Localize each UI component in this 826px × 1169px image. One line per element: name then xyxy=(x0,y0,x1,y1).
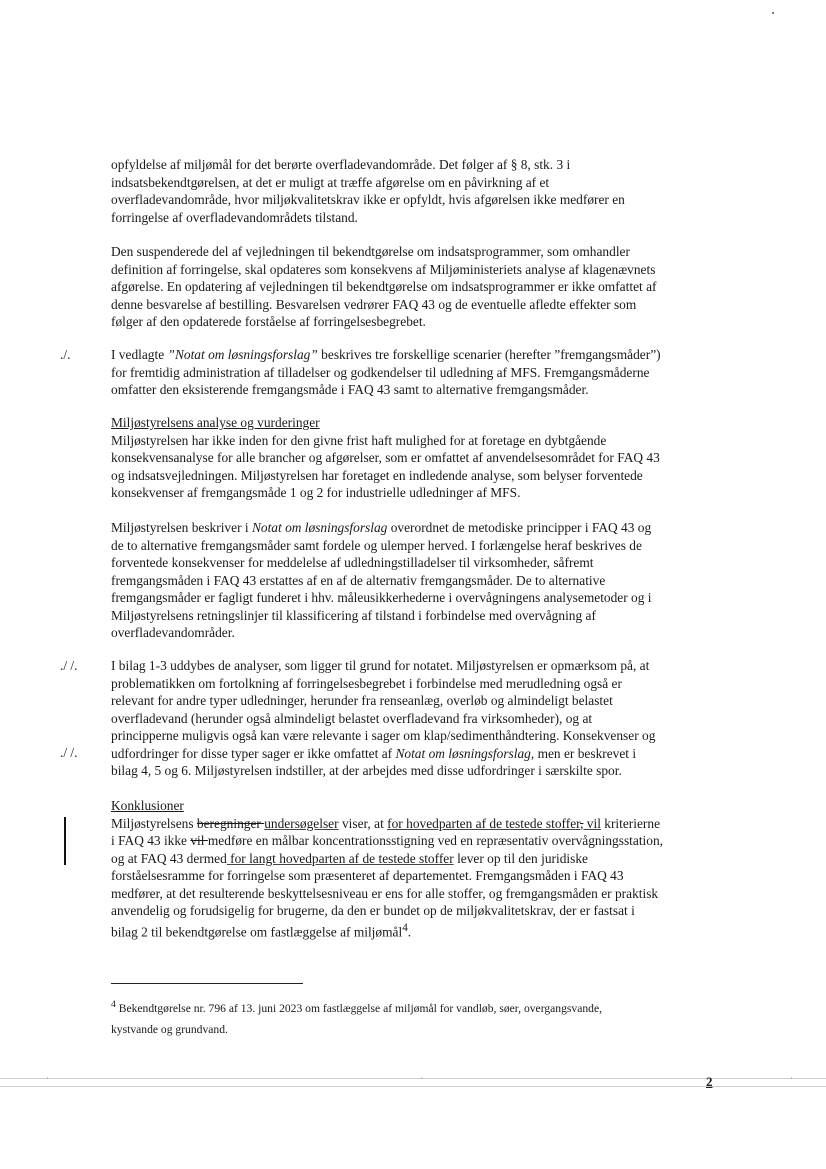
footnote-number: 4 xyxy=(111,999,116,1010)
footer-tick: · xyxy=(790,1073,793,1083)
footnote xyxy=(111,994,711,1040)
text-line: Den suspenderede del af vejledningen til bekendtgørelse om indsatsprogrammer, som omhandler xyxy=(111,244,630,259)
text-segment: , men er beskrevet i xyxy=(530,745,637,761)
text-line: de to alternative fremgangsmåder samt fordele og ulemper herved. I forlængelse heraf beskrives de xyxy=(111,537,642,553)
text-line: forståelsesramme for forringelse som præsenteret af departementet. Fremgangsmåden i FAQ 43 xyxy=(111,868,624,883)
text-line xyxy=(111,920,711,941)
margin-mark-enclosure: ./. xyxy=(60,347,71,362)
text-segment: overordnet de metodiske principper i FAQ 43 og xyxy=(387,520,652,535)
text-line: relevant for andre typer udledninger, herunder fra renseanlæg, overløb og almindeligt belastet xyxy=(111,693,613,708)
paragraph-notat xyxy=(111,346,711,399)
text-line: afgørelse. En opdatering af vejledningen til bekendtgørelse om indsatsprogrammer er ikke omfattet af xyxy=(111,279,657,294)
margin-mark-bilag-2: ./ /. xyxy=(60,745,78,760)
text-segment: Miljøstyrelsens xyxy=(111,815,197,831)
footer-rule xyxy=(0,1078,826,1079)
text-segment: medføre en målbar koncentrationsstigning ved en repræsentativ overvågningsstation, xyxy=(207,833,664,848)
text-segment: udfordringer for disse typer sager er ikke omfattet af xyxy=(111,745,396,761)
text-segment: bilag 2 til bekendtgørelse om fastlæggelse af miljømål xyxy=(111,923,403,939)
text-line: fremgangsmåder er fagligt funderet i hhv. måleusikkerhederne i overvågningens analysemetoder og i xyxy=(111,590,652,605)
footnote-line: kystvande og grundvand. xyxy=(111,1022,228,1036)
footer-tick: · xyxy=(420,1073,423,1083)
text-line: overfladevandområder. xyxy=(111,625,235,640)
text-line: fremgangsmåden i FAQ 43 erstattes af en af de alternativ fremgangsmåder. De to alternative xyxy=(111,572,606,588)
text-segment: I vedlagte xyxy=(111,347,168,362)
text-line xyxy=(111,815,711,833)
section-heading: Konklusioner xyxy=(111,798,184,813)
revision-change-bar xyxy=(64,817,66,865)
text-line: Miljøstyrelsens retningslinjer til klassificering af tilstand i forbindelse med overvågning af xyxy=(111,607,596,623)
text-line: opfyldelse af miljømål for det berørte overfladevandområde. Det følger af § 8, stk. 3 i xyxy=(111,157,571,172)
section-konklusioner xyxy=(111,797,711,940)
text-line: Miljøstyrelsen har ikke inden for den givne frist haft mulighed for at foretage en dybtgående xyxy=(111,432,607,448)
footnote-text: Bekendtgørelse nr. 796 af 13. juni 2023 om fastlæggelse af miljømål for vandløb, søer, overgangsvande, xyxy=(115,1001,602,1015)
notat-title: ”Notat om løsningsforslag” xyxy=(167,347,318,362)
notat-title: Notat om løsningsforslag xyxy=(251,520,388,535)
text-line: definition af forringelse, skal opdateres som konsekvens af Miljøministeriets analyse af klagenævnets xyxy=(111,261,656,277)
text-line: for fremtidig administration af tilladelser og godkendelser til udledning af MFS. Fremgangsmåderne xyxy=(111,364,650,380)
notat-title: Notat om løsningsforslag xyxy=(395,745,531,761)
inserted-text: undersøgelser xyxy=(264,815,339,831)
text-line: medfører, at det resulterende beskyttelsesniveau er ens for alle stoffer, og fremgangsmåden er praktisk xyxy=(111,885,659,901)
inserted-text: vil xyxy=(583,815,601,831)
text-line: overfladevand (herunder også almindeligt belastet overfladevand fra virksomheder), og at xyxy=(111,710,593,726)
text-line xyxy=(111,346,711,364)
text-segment: kriterierne xyxy=(600,815,661,831)
footnote-reference: 4 xyxy=(402,921,408,934)
text-segment: . xyxy=(407,923,412,939)
text-line: og indsatsvejledningen. Miljøstyrelsen har foretaget en indledende analyse, som belyser forventede xyxy=(111,467,643,483)
text-segment: og at FAQ 43 dermed xyxy=(111,850,227,866)
text-line: overfladevandområde, hvor miljøkvalitetskrav ikke er opfyldt, hvis afgørelsen ikke medfører en xyxy=(111,192,625,207)
text-line: indsatsbekendtgørelsen, at det er muligt at træffe afgørelse om en påvirkning af et xyxy=(111,174,550,190)
page-number: 2 xyxy=(706,1074,713,1089)
margin-mark-bilag: ./ /. xyxy=(60,658,78,673)
deleted-text: vil xyxy=(190,833,208,848)
footnote-separator xyxy=(111,983,303,984)
paragraph-metode xyxy=(111,519,711,642)
text-segment: lever op til den juridiske xyxy=(453,850,588,866)
text-line xyxy=(111,850,711,868)
text-segment: beskrives tre forskellige scenarier (herefter ”fremgangsmåder”) xyxy=(317,347,661,362)
text-line: I bilag 1-3 uddybes de analyser, som ligger til grund for notatet. Miljøstyrelsen er opmærksom på, at xyxy=(111,658,650,673)
section-analyse xyxy=(111,414,711,502)
text-line: konsekvensanalyse for alle brancher og afgørelser, som er omfattet af anvendelsesområdet for FAQ 43 xyxy=(111,450,660,465)
text-line: forventede konsekvenser for meddelelse af udledningstilladelser til virksomheder, såfremt xyxy=(111,555,594,570)
text-segment: i FAQ 43 ikke xyxy=(111,833,191,848)
footer-tick: · xyxy=(46,1073,49,1083)
footnote-line xyxy=(111,994,711,1019)
text-line xyxy=(111,745,711,763)
section-heading: Miljøstyrelsens analyse og vurderinger xyxy=(111,415,320,430)
deleted-text: beregninger xyxy=(196,815,265,831)
paragraph-vejledning xyxy=(111,243,711,331)
inserted-text: for hovedparten af de testede stoffer xyxy=(387,815,581,831)
text-line: konsekvenser af fremgangsmåde 1 og 2 for industrielle udledninger af MFS. xyxy=(111,485,521,500)
text-line: denne besvarelse af bestilling. Besvarelsen vedrører FAQ 43 og de eventuelle afledte effekter som xyxy=(111,296,637,312)
text-line: principperne muligvis også kan være relevante i sager om klap/sedimenthåndtering. Konsekvenser og xyxy=(111,728,656,743)
inserted-text: for langt hovedparten af de testede stoffer xyxy=(226,850,454,866)
scan-speck xyxy=(772,12,774,14)
footer-rule xyxy=(0,1086,826,1087)
text-line: bilag 4, 5 og 6. Miljøstyrelsen indstiller, at der arbejdes med disse udfordringer i særskilte spor. xyxy=(111,763,622,778)
text-line xyxy=(111,519,711,537)
paragraph-bilag xyxy=(111,657,711,780)
text-line: anvendelig og forudsigelig for brugerne, da den er bundet op de miljøkvalitetskrav, der er fastsat i xyxy=(111,903,635,918)
text-line xyxy=(111,832,711,850)
paragraph-intro xyxy=(111,156,711,226)
text-segment: viser, at xyxy=(338,815,388,831)
text-segment: Miljøstyrelsen beskriver i xyxy=(111,520,252,535)
text-line: følger af den opdaterede forståelse af forringelsesbegrebet. xyxy=(111,314,426,329)
text-line: forringelse af overfladevandområdets tilstand. xyxy=(111,209,358,225)
text-line: omfatter den eksisterende fremgangsmåde i FAQ 43 samt to alternative fremgangsmåder. xyxy=(111,382,589,397)
text-line: problematikken om fortolkning af forringelsesbegrebet i forbindelse med merudledning også er xyxy=(111,675,622,691)
deleted-text: , xyxy=(580,815,584,831)
